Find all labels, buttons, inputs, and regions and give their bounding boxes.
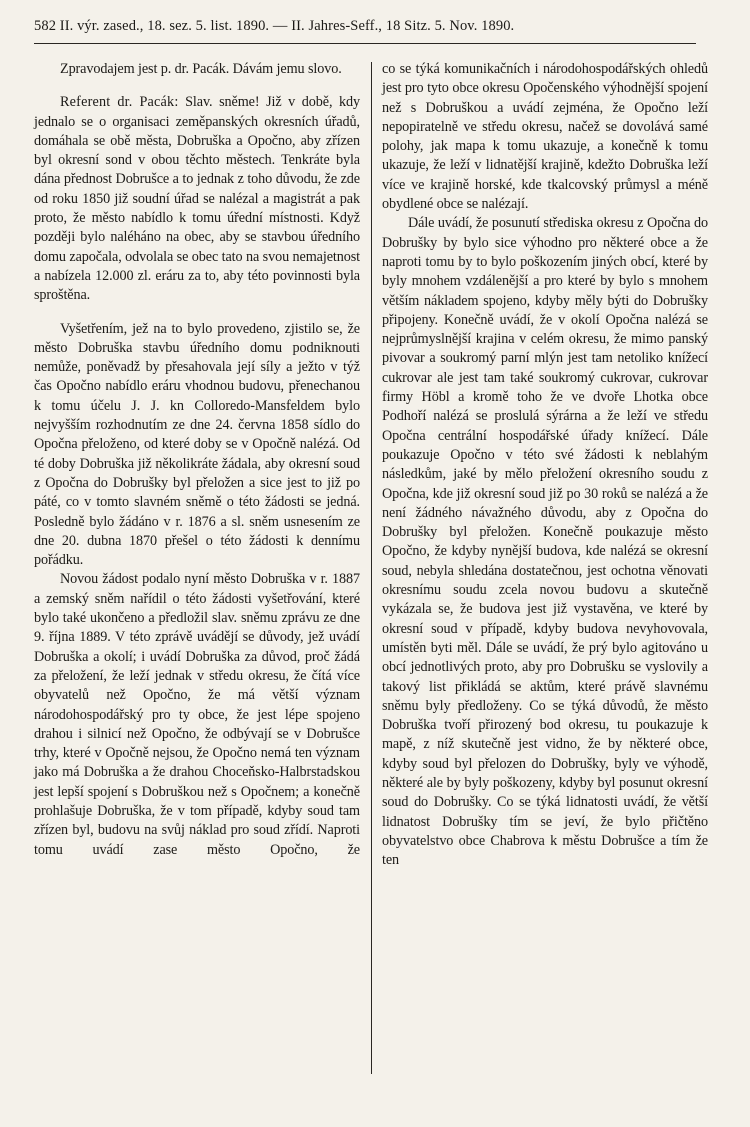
right-column xyxy=(382,60,708,870)
speech-text: Slav. sněme! Již v době, kdy jednalo se o organisaci zeměpanských okresních úřadů, domáhala se obě města, Dobruška a Opočno, aby zřízen byl okresní sond v obou těchto městech. Tenkráte byla dána přednost Dobrušce a to jednak z toho důvodu, že zde od roku 1850 již soudní úřad se nalézal a magistrát a pak proto, že město nabídlo k tomu úřední místnosti. Když později bylo naléháno na obec, aby se stavbou úředního domu započala, odvolala se obec tato na svou nemajetnost a nabízela 12.000 zl. eráru za to, aby této povinnosti byla sproštěna. xyxy=(34,94,360,304)
paragraph-referent-speech xyxy=(34,93,360,305)
running-head: 582 II. výr. zased., 18. sez. 5. list. 1890. — II. Jahres-Seff., 18 Sitz. 5. Nov. 1890. xyxy=(34,18,515,34)
paragraph-new-petition: Novou žádost podalo nyní město Dobruška v r. 1887 a zemský sněm nařídil o této žádosti vyšetřování, které bylo také ukončeno a předložil slav. sněmu zprávu ze dne 9. října 1889. V této zprávě uvádějí se důvody, jež uvádí Dobruška a okolí; i uvádí Dobruška za důvod, proč žádá za přeložení, že leží jednak v středu okresu, že čítá více obyvatelů než Opočno, že má větší význam národohospodářský pro ty obce, že jest lépe spojeno drahou i silnicí než Opočno, že odbývají se v Dobrušce trhy, které v Opočně nejsou, že Opočno nemá ten význam jako má Dobruška a že drahou Choceňsko-Halbrstadskou jest lepší spojení s Dobruškou než s Opočnem; a konečně prohlašuje Dobruška, že v tom případě, kdyby soud tam zřízen byl, budovu na svůj náklad pro soud zřídí. Naproti tomu uvádí zase město Opočno, že xyxy=(34,571,360,858)
column-divider xyxy=(371,62,372,1074)
paragraph-further-reasons: Dále uvádí, že posunutí střediska okresu z Opočna do Dobrušky by bylo sice výhodno pro některé obce a že naproti tomu by to bylo poškozením jiných obcí, které by byly mnohem vzdálenější a pro které by bylo s mnohem větším nákladem spojeno, kdyby měly býti do Dobrušky připojeny. Konečně uvádí, že v okolí Opočna nalézá se nejprůmyslnější krajina v celém okresu, že mimo panský pivovar a soukromý parní mlýn jest tam netoliko knížecí cukrovar ale jest tam také soukromý cukrovar, cukrovar firmy Höbl a kromě toho že ve dvoře Lhotka obce Podhoří nalézá se proslulá sýrárna a že leží ve středu Opočna centrální hospodářské úřady knížecí. Dále poukazuje Opočno v této své žádosti k neblahým následkům, jaké by mělo přeložení okresního soudu z Opočna, kde již okresní soud již po 30 roků se nalézá a že není žádného návažného důvodu, aby z Opočna do Dobrušky byl přeložen. Konečně poukazuje město Opočno, že kdyby nynější budova, kde nalézá se okresní soud, nebyla shledána dostatečnou, jest ochotna věnovati okresnímu soudu zcela novou budovu a skutečně vykázala se, že budova jest již vystavěna, ve které by okresní soud v případě, kdyby budova nevyhovovala, umístěn byti měl. Dále se uvádí, že prý bylo agitováno u obcí jednotlivých proto, aby pro Dobrušku se vyslovily a takový list přikládá se aktům, které právě slavnému sněmu byly předloženy. Co se týká důvodů, že město Dobruška tvoří přirozený bod okresu, tu poukazuje k mapě, z níž skutečně jest vidno, že by některé obce, kdyby soud byl přelozen do Dobrušky, byly ve výhodě, některé ale by byly poškozeny, kdyby byl posunut okresní soud do Dobrušky. Co se týká lidnatosti uvádí, že větší lidnatost Dobrušky tím se jeví, že bylo přičtěno obyvatelstvo obce Chabrova k městu Dobrušce a tím že ten xyxy=(382,215,708,869)
paragraph-investigation: Vyšetřením, jež na to bylo provedeno, zjistilo se, že město Dobruška stavbu úředního domu podniknouti nemůže, poněvadž by přesahovala její síly a ježto v týž čas Opočno nabídlo eráru vhodnou budovu, přenechanou k tomu účelu J. J. kn Colloredo-Mansfeldem bylo nejvyšším rozhodnutím ze dne 24. června 1858 sídlo do Opočna přeloženo, od které doby se v Opočně nalézá. Od té doby Dobruška již několikráte žádala, aby okresní soud z Opočna do Dobrušky byl přeložen a sice jest to již po páté, co v tomto slavném sněmě o této žádosti se jedná. Posledně bylo žádáno v r. 1876 a sl. sněm usnesením ze dne 20. dubna 1870 přešel o této žádosti k dennímu pořádku. xyxy=(34,320,360,569)
paragraph-continuation: co se týká komunikačních i národohospodářských ohledů jest pro tyto obce okresu Opočenského výhodnější spojení než s Dobruškou a uvádí zejména, že Opočno leží nepopiratelně ve středu okresu, načež se dovolává samé polohy, jak mapa k tomu ukazuje, a konečně k tomu ukazuje, že leží v lidnatější krajině, kdežto Dobruška leží více ve krajině horské, kde tkalcovský průmysl a méně obydlené obce se nalézají. xyxy=(382,61,708,213)
speaker-label: Referent dr. Pacák: xyxy=(60,94,179,111)
paragraph-rapporteur-intro: Zpravodajem jest p. dr. Pacák. Dávám jemu slovo. xyxy=(60,61,342,77)
header-rule xyxy=(34,43,696,44)
left-column xyxy=(34,60,360,860)
